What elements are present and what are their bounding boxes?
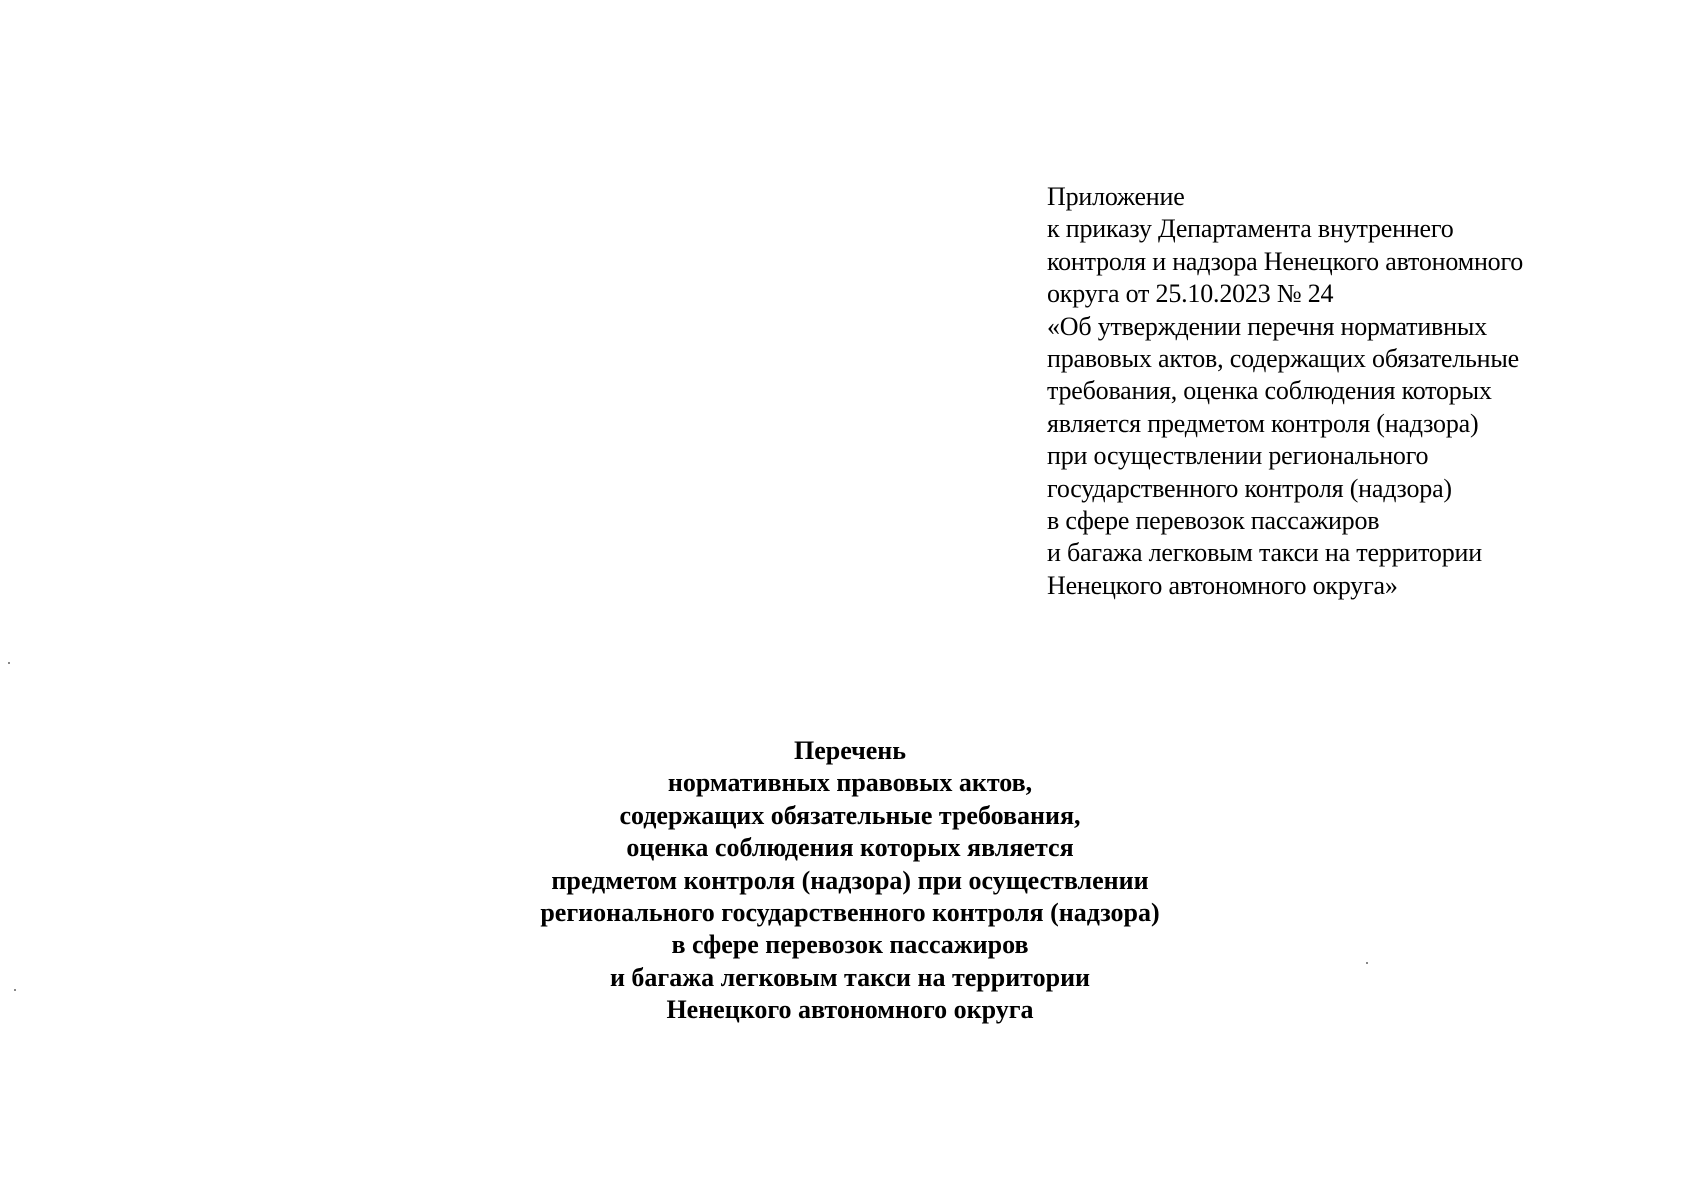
title-line: Перечень [793,736,907,765]
title-line: содержащих обязательные требования, [619,800,1081,830]
document-title [420,735,1280,1027]
scan-speck [1366,962,1368,964]
title-line: и багажа легковым такси на территории [609,962,1091,992]
title-line: нормативных правовых актов, [667,768,1033,798]
scan-speck [14,989,16,991]
appendix-header [1047,181,1667,602]
title-line: оценка соблюдения которых является [626,833,1074,863]
appendix-line: и багажа легковым такси на территории [1047,538,1482,568]
appendix-line: «Об утверждении перечня нормативных [1047,311,1487,341]
title-line: регионального государственного контроля (надзора) [540,898,1160,928]
title-line: в сфере перевозок пассажиров [671,930,1029,960]
appendix-line: государственного контроля (надзора) [1047,473,1452,503]
appendix-line: при осуществлении регионального [1047,441,1429,471]
title-line: Ненецкого автономного округа [666,995,1034,1025]
appendix-line: требования, оценка соблюдения которых [1047,376,1492,406]
appendix-line: является предметом контроля (надзора) [1047,408,1479,438]
appendix-line: округа от 25.10.2023 № 24 [1047,279,1334,309]
appendix-line: Приложение [1047,182,1185,211]
appendix-line: к приказу Департамента внутреннего [1047,214,1454,244]
appendix-line: правовых актов, содержащих обязательные [1047,344,1519,374]
title-line: предметом контроля (надзора) при осуществлении [551,865,1149,895]
appendix-line: контроля и надзора Ненецкого автономного [1047,246,1524,276]
scan-speck [8,662,10,664]
appendix-line: в сфере перевозок пассажиров [1047,506,1380,536]
appendix-line: Ненецкого автономного округа» [1047,570,1398,600]
